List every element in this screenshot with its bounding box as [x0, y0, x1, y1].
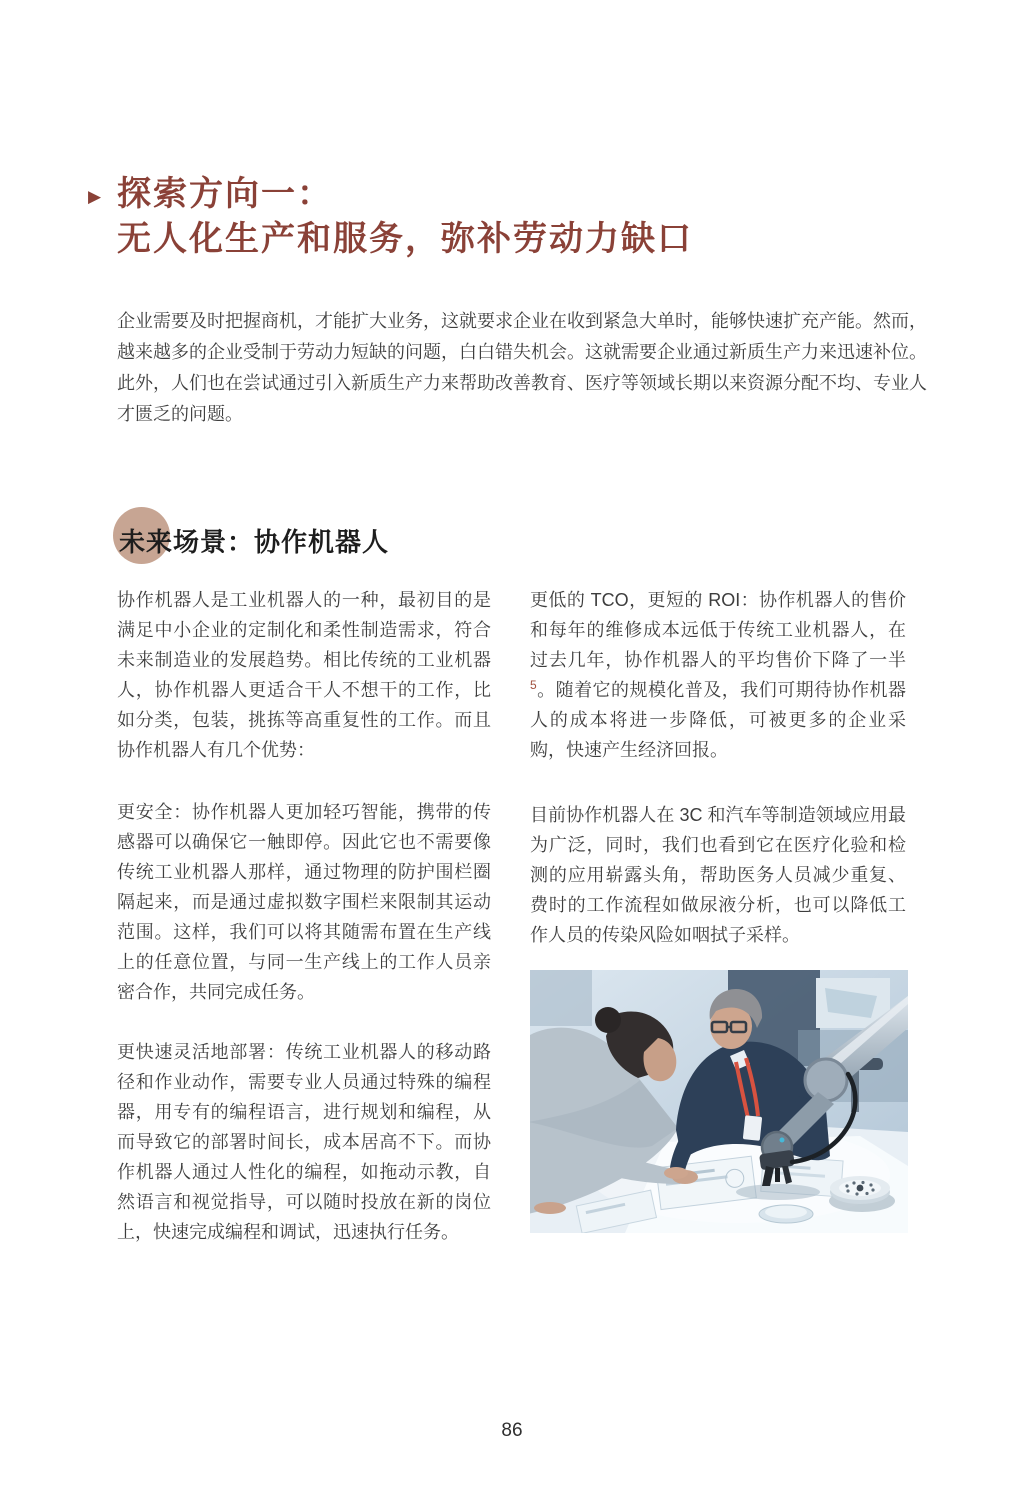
triangle-right-icon: ▶: [88, 187, 102, 206]
body-paragraph: 更快速灵活地部署：传统工业机器人的移动路径和作业动作，需要专业人员通过特殊的编程器，用专有的编程语言，进行规划和编程，从而导致它的部署时间长，成本居高不下。而协作机器人通过人性化的编程，如拖动示教，自然语言和视觉指导，可以随时投放在新的岗位上，快速完成编程和调试，迅速执行任务。: [117, 1042, 491, 1242]
intro-paragraph: 企业需要及时把握商机，才能扩大业务，这就要求企业在收到紧急大单时，能够快速扩充产能。然而，越来越多的企业受制于劳动力短缺的问题，白白错失机会。这就需要企业通过新质生产力来迅速补位。此外，人们也在尝试通过引入新质生产力来帮助改善教育、医疗等领域长期以来资源分配不均、专业人才匮乏的问题。: [117, 311, 927, 424]
body-paragraph: 更安全：协作机器人更加轻巧智能，携带的传感器可以确保它一触即停。因此它也不需要像传统工业机器人那样，通过物理的防护围栏圈隔起来，而是通过虚拟数字围栏来限制其运动范围。这样，我们可以将其随需布置在生产线上的任意位置，与同一生产线上的工作人员亲密合作，共同完成任务。: [117, 802, 491, 1002]
body-paragraph: 协作机器人是工业机器人的一种，最初目的是满足中小企业的定制化和柔性制造需求，符合未来制造业的发展趋势。相比传统的工业机器人，协作机器人更适合干人不想干的工作，比如分类，包装，挑拣等高重复性的工作。而且协作机器人有几个优势：: [117, 590, 491, 760]
left-column: [117, 585, 491, 1247]
page-title-line2: 无人化生产和服务，弥补劳动力缺口: [117, 220, 693, 258]
page-title-line1: 探索方向一：: [117, 175, 333, 213]
page-title: [117, 172, 693, 262]
scenario-title: 未来场景：协作机器人: [119, 527, 390, 557]
paragraph-text: 更低的 TCO，更短的 ROI：协作机器人的售价和每年的维修成本远低于传统工业机器人，在过去几年，协作机器人的平均售价下降了一半: [530, 590, 906, 670]
right-column: [530, 585, 906, 1233]
body-paragraph: [530, 585, 906, 765]
footnote-ref: 5: [530, 678, 537, 692]
cobot-photo-illustration: [530, 970, 908, 1233]
body-paragraph: 目前协作机器人在 3C 和汽车等制造领域应用最为广泛，同时，我们也看到它在医疗化验和检测的应用崭露头角，帮助医务人员减少重复、费时的工作流程如做尿液分析，也可以降低工作人员的传染风险如咽拭子采样。: [530, 805, 906, 945]
page-number: 86: [501, 1420, 523, 1441]
cobot-photo: [530, 970, 908, 1233]
scenario-heading: [113, 507, 513, 567]
paragraph-text: 。随着它的规模化普及，我们可期待协作机器人的成本将进一步降低，可被更多的企业采购，快速产生经济回报。: [530, 680, 906, 760]
